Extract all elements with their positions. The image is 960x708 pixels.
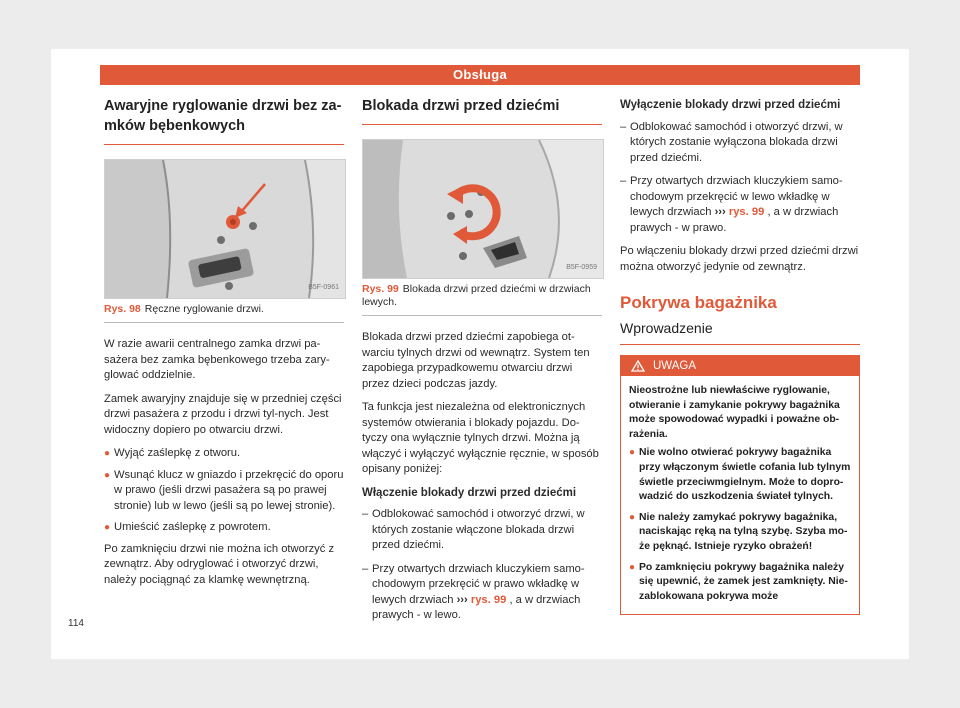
warning-label: UWAGA	[653, 360, 697, 372]
figure-code: B5F-0959	[566, 263, 597, 271]
warning-intro: Nieostrożne lub niewłaściwe ryglowanie, otwieranie i zamykanie pokrywy bagażnika może spowodować wypadki i poważne ob-rażenia.	[629, 385, 840, 440]
figure-caption	[362, 283, 602, 316]
list-item: – Przy otwartych drzwiach kluczykiem samo-chodowym przekręcić w lewo wkładkę w lewych drzwiach ››› rys. 99 , a w drzwiach prawych - w prawo.	[620, 175, 843, 234]
figure-ref-link[interactable]: rys. 99	[470, 593, 507, 606]
column-left	[104, 96, 344, 596]
warning-item: ● Po zamknięciu pokrywy bagażnika należy się upewnić, że zamek jest zamknięty. Nie-zablokowana pokrywa może	[629, 561, 851, 605]
bullet-icon: ●	[104, 522, 111, 533]
bullet-icon: ●	[104, 469, 111, 481]
bullet-icon: ●	[629, 447, 636, 459]
door-lock-illustration	[105, 160, 345, 298]
subheading: Włączenie blokady drzwi przed dziećmi	[362, 486, 577, 499]
figure-label: Rys. 99	[362, 283, 399, 295]
section-title-child-lock: Blokada drzwi przed dziećmi	[362, 96, 602, 125]
list-item: ● Wsunąć klucz w gniazdo i przekręcić do oporu w prawo (jeśli drzwi pasażera są po prawej stronie) lub w lewo (jeśli są po lewej stronie).	[104, 468, 344, 515]
figure-ref-link[interactable]: rys. 99	[728, 206, 765, 218]
paragraph: Po zamknięciu drzwi nie można ich otworzyć z zewnątrz. Aby odryglować i otworzyć drzwi, należy pociągnąć za klamkę wewnętrzną.	[104, 542, 335, 586]
child-lock-illustration	[363, 140, 603, 278]
list-item: – Odblokować samochód i otworzyć drzwi, w których zostanie wyłączona blokada drzwi przed dziećmi.	[620, 120, 843, 164]
figure-label: Rys. 98	[104, 303, 141, 315]
subheading: Wyłączenie blokady drzwi przed dziećmi	[620, 99, 841, 111]
figure-99	[362, 139, 604, 279]
column-right	[620, 96, 860, 615]
section-header: Obsługa	[100, 65, 860, 85]
ref-arrows: ›››	[456, 593, 468, 606]
list-item: – Przy otwartych drzwiach kluczykiem samo-chodowym przekręcić w prawo wkładkę w lewych drzwiach ››› rys. 99 , a w drzwiach prawych - w lewo.	[362, 562, 585, 621]
paragraph: Po włączeniu blokady drzwi przed dziećmi drzwi można otworzyć jedynie od zewnątrz.	[620, 245, 859, 273]
warning-item: ● Nie należy zamykać pokrywy bagażnika, naciskając ręką na tylną szybę. Szyba mo-że pęknąć. Istnieje ryzyko obrażeń!	[629, 511, 851, 555]
column-middle	[362, 96, 602, 632]
warning-box	[620, 355, 860, 615]
page-number: 114	[68, 618, 84, 629]
bullet-icon: ●	[629, 511, 636, 523]
bullet-icon: ●	[104, 448, 111, 459]
paragraph: Ta funkcja jest niezależna od elektronicznych systemów otwierania i blokady pojazdu. Do-tyczy ona wyłącznie tylnych drzwi. Można ją włączyć i wyłączyć wyłącznie ręcznie, w sposób opisany poniżej:	[362, 401, 599, 475]
paragraph: W razie awarii centralnego zamka drzwi pa-sażera bez zamka bębenkowego trzeba zary-glować oddzielnie.	[104, 338, 330, 381]
warning-header	[621, 356, 859, 376]
warning-body	[621, 376, 859, 614]
paragraph: Blokada drzwi przed dziećmi zapobiega ot-warciu tylnych drzwi od wewnątrz. System ten zapobiega przypadkowemu otwarciu drzwi przez dzieci podczas jazdy.	[362, 331, 590, 390]
section-subtitle: Wprowadzenie	[620, 321, 860, 346]
figure-caption	[104, 303, 344, 323]
figure-code: B5F-0961	[308, 283, 339, 291]
list-item: ● Wyjąć zaślepkę z otworu.	[104, 446, 344, 462]
paragraph: Zamek awaryjny znajduje się w przedniej części drzwi pasażera z przodu i drzwi tyl-nych. Jest widoczny dopiero po otwarciu drzwi.	[104, 392, 342, 436]
bullet-icon: ●	[629, 561, 636, 573]
chapter-title: Pokrywa bagażnika	[620, 293, 777, 312]
figure-98	[104, 159, 346, 299]
ref-arrows: ›››	[714, 206, 726, 218]
warning-triangle-icon	[631, 360, 645, 372]
list-item: – Odblokować samochód i otworzyć drzwi, w których zostanie włączone blokada drzwi przed dziećmi.	[362, 508, 585, 551]
list-item: ● Umieścić zaślepkę z powrotem.	[104, 520, 344, 536]
caption-text: Blokada drzwi przed dziećmi w drzwiach lewych.	[362, 283, 591, 308]
caption-text: Ręczne ryglowanie drzwi.	[144, 303, 264, 315]
warning-item: ● Nie wolno otwierać pokrywy bagażnika przy włączonym świetle cofania lub tylnym świetle przeciwmgielnym. Może to dopro-wadzić do uszkodzenia świateł tylnych.	[629, 446, 851, 504]
section-title-emergency-lock: Awaryjne ryglowanie drzwi bez za-mków bębenkowych	[104, 96, 344, 145]
